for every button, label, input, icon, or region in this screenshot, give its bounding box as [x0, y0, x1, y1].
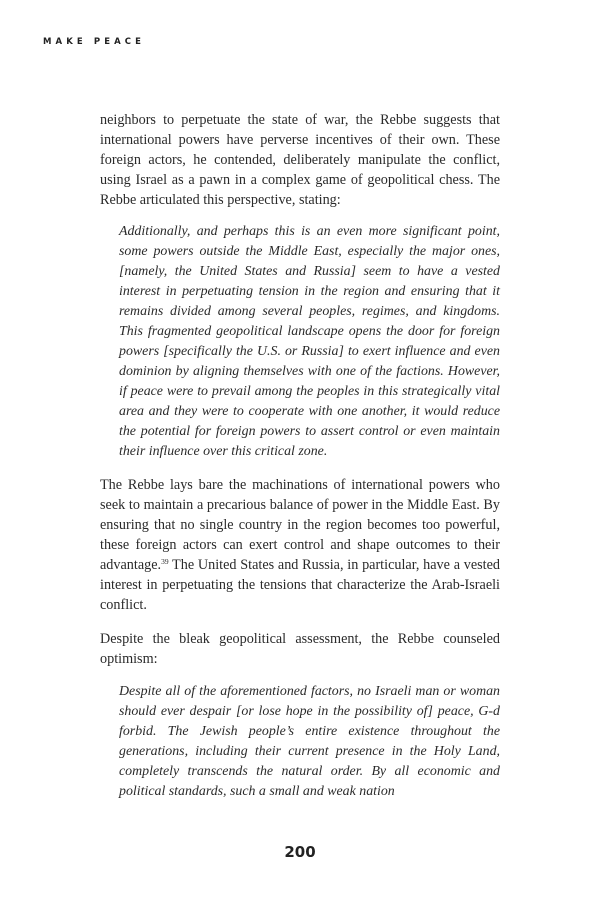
paragraph-optimism: Despite the bleak geopolitical assessment, the Rebbe counseled optimism: — [100, 631, 500, 667]
block-quote-foreign-powers: Additionally, and perhaps this is an even more significant point, some powers outside the Middle East, especially the major ones, [namely, the United States and Russia] seem to have a vested interest in perpetuating tension in the region and ensuring that it remains divided among several peoples, regimes, and kingdoms. This fragmented geopolitical landscape opens the door for foreign powers [specifically the U.S. or Russia] to exert influence and even dominion by aligning themselves with one of the factions. However, if peace were to prevail among the peoples in this strategically vital area and they were to cooperate with one another, it would reduce the potential for foreign powers to assert control or even maintain their influence over this critical zone. — [119, 224, 500, 459]
paragraph-machinations-text-cont: The United States and Russia, in particular, have a vested interest in perpetuating the tensions that characterize the Arab-Israeli conflict. — [100, 557, 500, 613]
footnote-marker[interactable]: 39 — [161, 557, 169, 566]
paragraph-machinations — [100, 475, 500, 615]
paragraph-machinations-text: The Rebbe lays bare the machinations of international powers who seek to maintain a precarious balance of power in the Middle East. By ensuring that no single country in the region becomes too powerful, these foreign actors can exert control and shape outcomes to their advantage. — [100, 477, 500, 573]
paragraph-intro: neighbors to perpetuate the state of war, the Rebbe suggests that international powers have perverse incentives of their own. These foreign actors, he contended, deliberately manipulate the conflict, using Israel as a pawn in a complex game of geopolitical chess. The Rebbe articulated this perspective, stating: — [100, 112, 500, 208]
page-body — [100, 110, 500, 802]
block-quote-despair: Despite all of the aforementioned factors, no Israeli man or woman should ever despair [or lose hope in the possibility of] peace, G-d forbid. The Jewish people’s entire existence throughout the generations, including their current presence in the Holy Land, completely transcends the natural order. By all economic and political standards, such a small and weak nation — [119, 684, 500, 799]
running-head: MAKE PEACE — [43, 37, 146, 47]
page-number: 200 — [284, 843, 316, 861]
